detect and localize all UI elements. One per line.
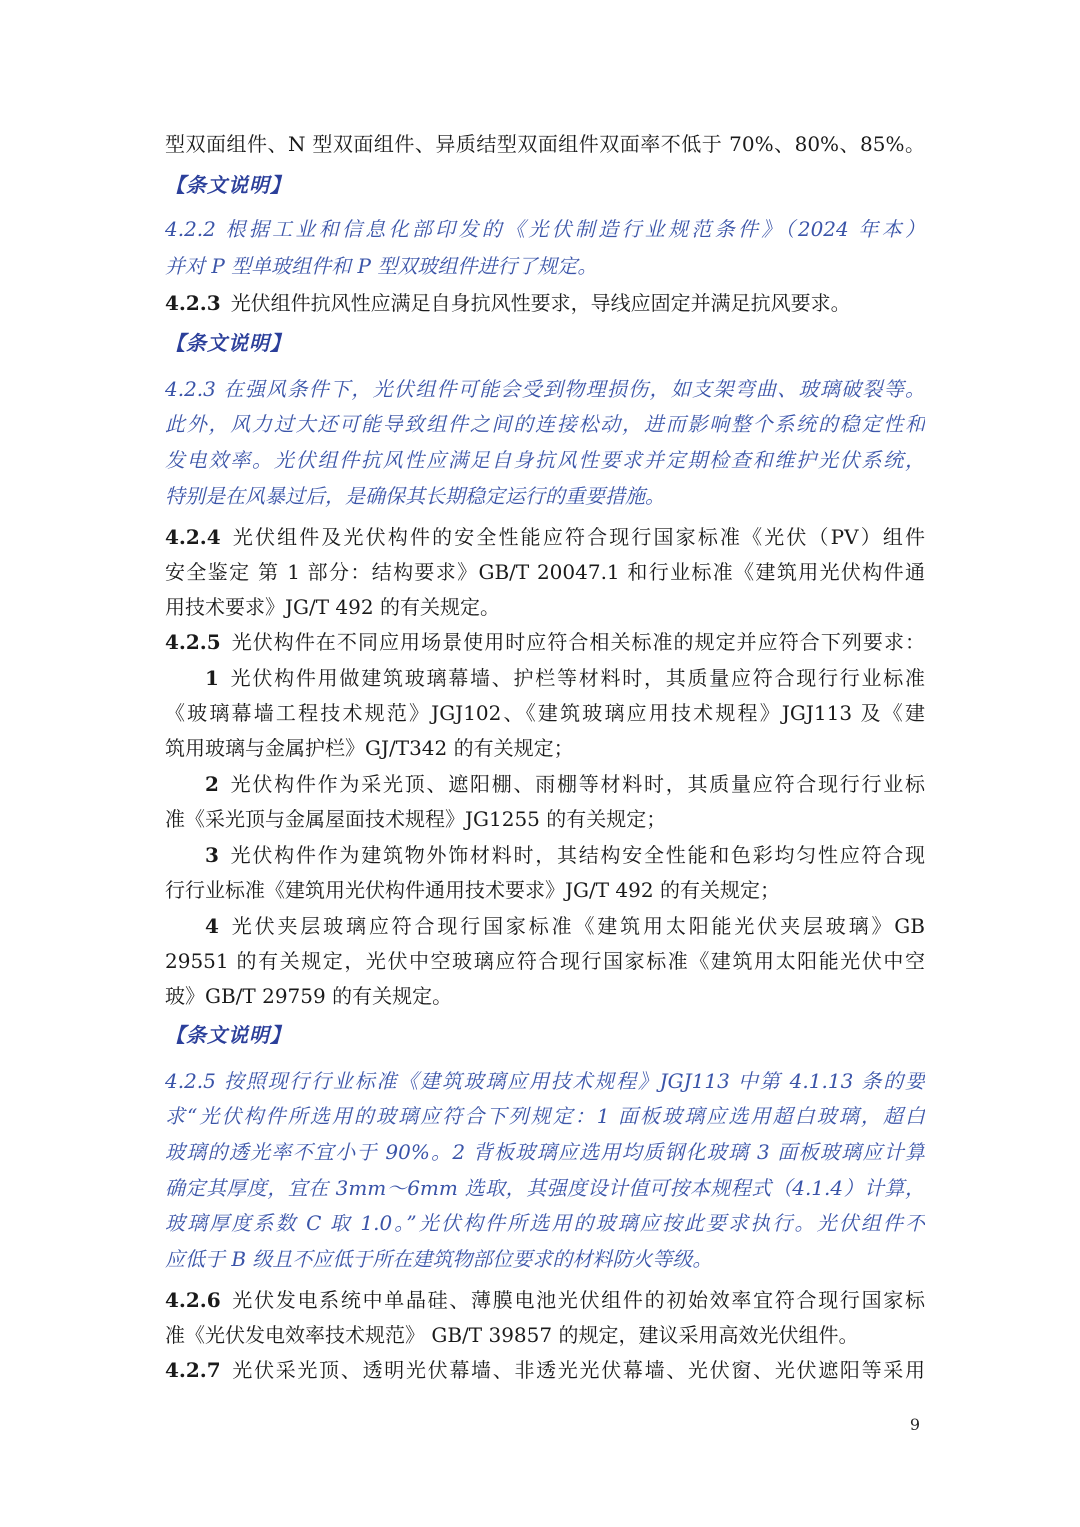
commentary-line: 4.2.3 在强风条件下，光伏组件可能会受到物理损伤，如支架弯曲、玻璃破裂等。 [165,377,925,401]
body-line: 行行业标准《建筑用光伏构件通用技术要求》JG/T 492 的有关规定； [165,878,780,902]
commentary-heading: 【条文说明】 [165,331,291,355]
body-line: 准《采光顶与金属屋面技术规程》JG1255 的有关规定； [165,807,667,831]
clause-4-2-5: 4.2.5 光伏构件在不同应用场景使用时应符合相关标准的规定并应符合下列要求： [165,630,925,654]
item-number: 2 [205,772,219,796]
clause-4-2-4: 4.2.4 光伏组件及光伏构件的安全性能应符合现行国家标准《光伏（PV）组件 [165,525,925,549]
commentary-heading: 【条文说明】 [165,173,291,197]
page-number: 9 [909,1415,920,1434]
commentary-line: 此外，风力过大还可能导致组件之间的连接松动，进而影响整个系统的稳定性和 [165,412,925,436]
item-number: 3 [205,843,219,867]
body-line: 筑用玻璃与金属护栏》GJ/T342 的有关规定； [165,736,574,760]
commentary-line: 应低于 B 级且不应低于所在建筑物部位要求的材料防火等级。 [165,1247,713,1271]
body-line: 《玻璃幕墙工程技术规范》JGJ102、《建筑玻璃应用技术规程》JGJ113 及《建 [165,701,925,725]
commentary-line: 4.2.2 根据工业和信息化部印发的《光伏制造行业规范条件》（2024 年本） [165,217,925,241]
item-number: 4 [205,914,219,938]
clause-4-2-7: 4.2.7 光伏采光顶、透明光伏幕墙、非透光光伏幕墙、光伏窗、光伏遮阳等采用 [165,1358,925,1382]
body-line: 29551 的有关规定，光伏中空玻璃应符合现行国家标准《建筑用太阳能光伏中空 [165,949,925,973]
clause-number: 4.2.4 [165,525,221,549]
commentary-line: 玻璃的透光率不宜小于 90%。2 背板玻璃应选用均质钢化玻璃 3 面板玻璃应计算 [165,1140,925,1164]
commentary-line: 发电效率。光伏组件抗风性应满足自身抗风性要求并定期检查和维护光伏系统， [165,448,925,472]
clause-4-2-6: 4.2.6 光伏发电系统中单晶硅、薄膜电池光伏组件的初始效率宜符合现行国家标 [165,1288,925,1312]
commentary-line: 求“光伏构件所选用的玻璃应符合下列规定：1 面板玻璃应选用超白玻璃，超白 [165,1104,925,1128]
commentary-line: 确定其厚度，宜在 3mm～6mm 选取，其强度设计值可按本规程式（4.1.4）计算， [165,1176,925,1200]
body-line: 玻》GB/T 29759 的有关规定。 [165,984,453,1008]
clause-number: 4.2.5 [165,630,221,654]
clause-number: 4.2.7 [165,1358,221,1382]
commentary-heading: 【条文说明】 [165,1023,291,1047]
commentary-line: 并对 P 型单玻组件和 P 型双玻组件进行了规定。 [165,254,598,278]
clause-4-2-3: 4.2.3 光伏组件抗风性应满足自身抗风性要求，导线应固定并满足抗风要求。 [165,291,851,315]
body-line: 型双面组件、N 型双面组件、异质结型双面组件双面率不低于 70%、80%、85%。 [165,132,925,156]
list-item-3: 3 光伏构件作为建筑物外饰材料时，其结构安全性能和色彩均匀性应符合现 [205,843,925,867]
commentary-line: 玻璃厚度系数 C 取 1.0。”光伏构件所选用的玻璃应按此要求执行。光伏组件不 [165,1211,925,1235]
clause-number: 4.2.3 [165,291,221,315]
list-item-4: 4 光伏夹层玻璃应符合现行国家标准《建筑用太阳能光伏夹层玻璃》GB [205,914,925,938]
list-item-2: 2 光伏构件作为采光顶、遮阳棚、雨棚等材料时，其质量应符合现行行业标 [205,772,925,796]
body-line: 安全鉴定 第 1 部分：结构要求》GB/T 20047.1 和行业标准《建筑用光伏构件通 [165,560,925,584]
clause-number: 4.2.6 [165,1288,221,1312]
list-item-1: 1 光伏构件用做建筑玻璃幕墙、护栏等材料时，其质量应符合现行行业标准 [205,666,925,690]
body-line: 用技术要求》JG/T 492 的有关规定。 [165,595,500,619]
body-line: 准《光伏发电效率技术规范》 GB/T 39857 的规定，建议采用高效光伏组件。 [165,1323,859,1347]
item-number: 1 [205,666,219,690]
commentary-line: 特别是在风暴过后，是确保其长期稳定运行的重要措施。 [165,484,665,508]
commentary-line: 4.2.5 按照现行行业标准《建筑玻璃应用技术规程》JGJ113 中第 4.1.13 条的要 [165,1069,925,1093]
